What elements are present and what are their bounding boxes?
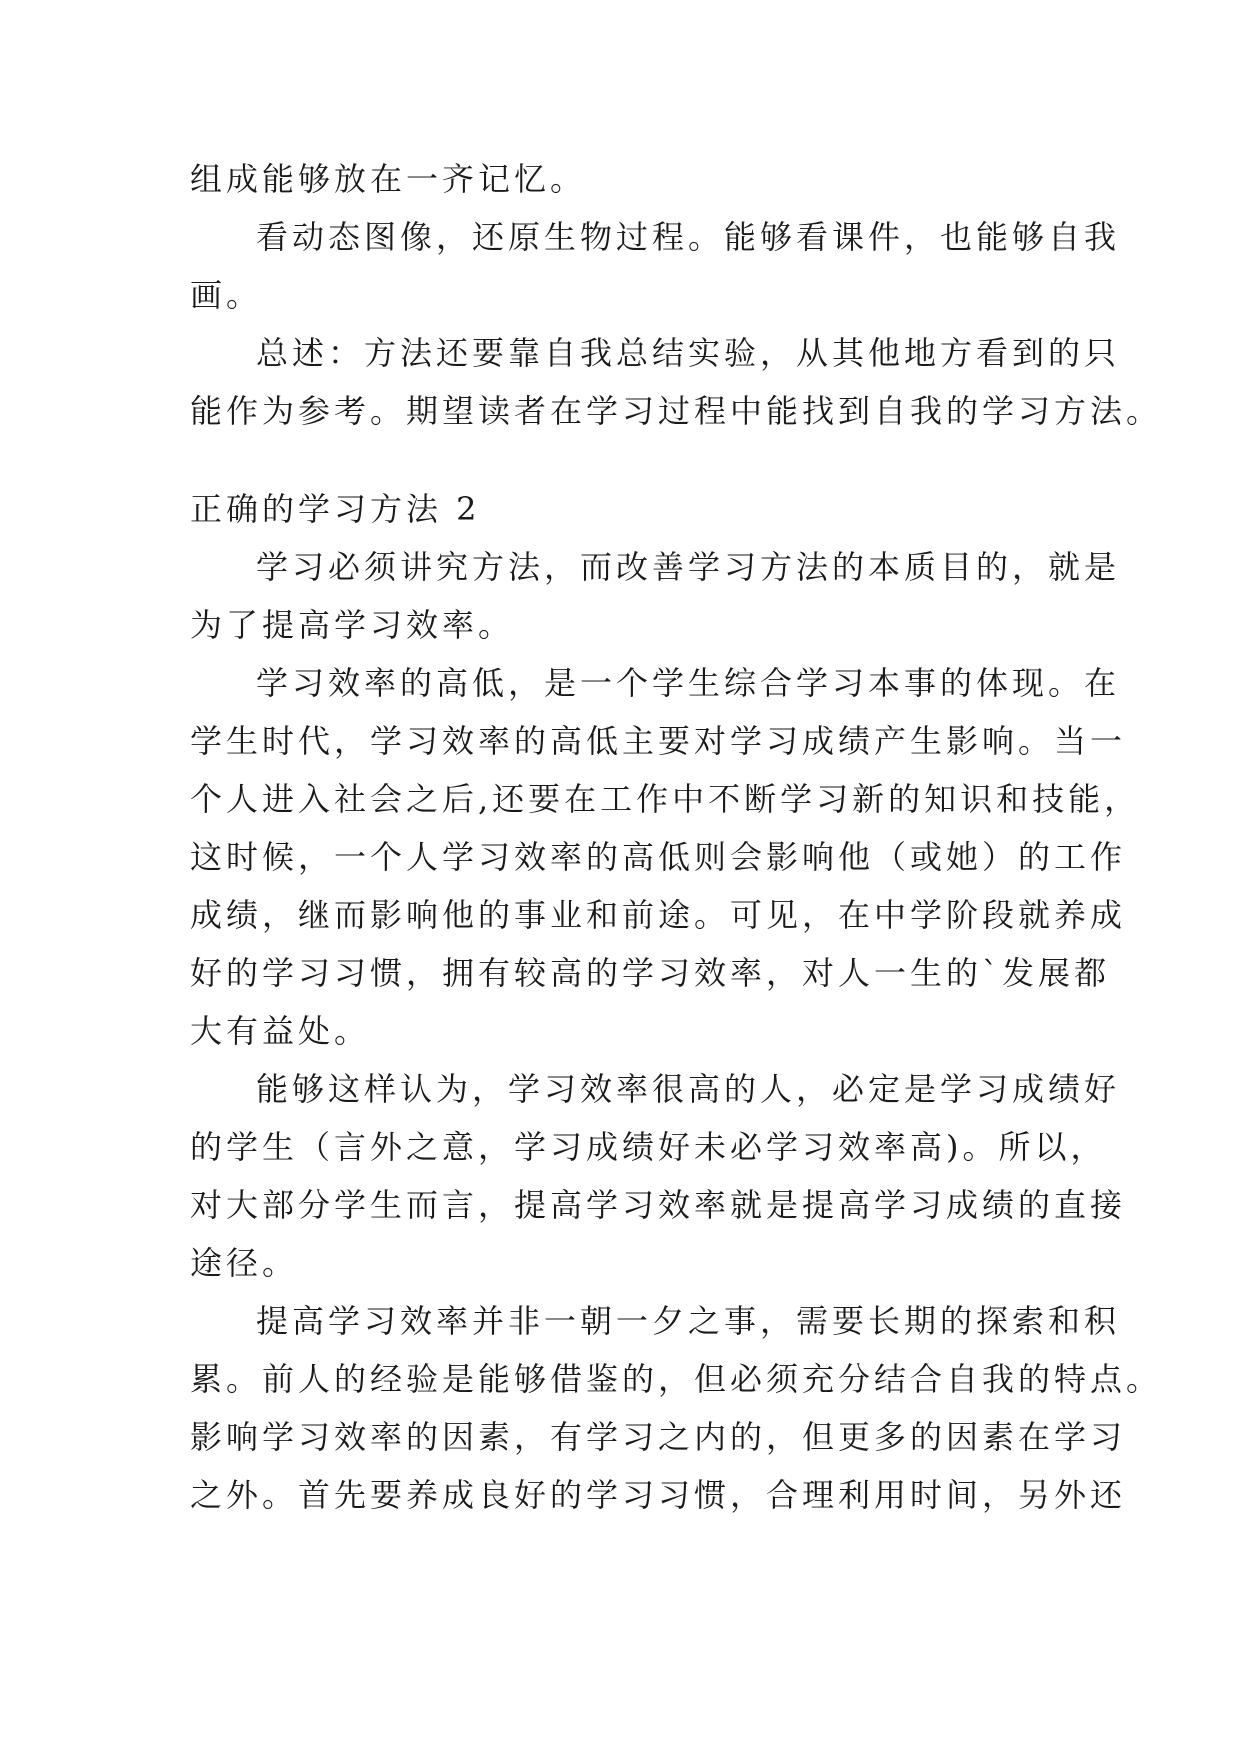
- text-line: 学习必须讲究方法，而改善学习方法的本质目的，就是: [256, 548, 1121, 586]
- paragraph: [190, 150, 1050, 208]
- text-line: 总述：方法还要靠自我总结实验，从其他地方看到的只: [256, 334, 1121, 372]
- text-line: 提高学习效率并非一朝一夕之事，需要长期的探索和积: [256, 1302, 1121, 1340]
- text-line: 学生时代，学习效率的高低主要对学习成绩产生影响。当一: [190, 722, 1127, 760]
- text-line: 对大部分学生而言，提高学习效率就是提高学习成绩的直接: [190, 1186, 1127, 1224]
- paragraph: [190, 654, 1141, 1060]
- text-line: 这时候，一个人学习效率的高低则会影响他（或她）的工作: [190, 838, 1127, 876]
- paragraph: [190, 324, 1163, 440]
- text-line: 能作为参考。期望读者在学习过程中能找到自我的学习方法。: [190, 392, 1163, 430]
- paragraph: [190, 1060, 1127, 1292]
- text-line: 成绩，继而影响他的事业和前途。可见，在中学阶段就养成: [190, 896, 1127, 934]
- text-line: 为了提高学习效率。: [190, 606, 515, 644]
- paragraph: [190, 208, 1121, 324]
- text-line: 之外。首先要养成良好的学习习惯，合理利用时间，另外还: [190, 1476, 1127, 1514]
- text-line: 影响学习效率的因素，有学习之内的，但更多的因素在学习: [190, 1418, 1127, 1456]
- text-line: 好的学习习惯，拥有较高的学习效率，对人一生的`发展都: [190, 954, 1111, 992]
- paragraph: [190, 538, 1121, 654]
- text-line: 画。: [190, 276, 263, 314]
- text-line: 看动态图像，还原生物过程。能够看课件，也能够自我: [256, 218, 1121, 256]
- text-line: 大有益处。: [190, 1012, 371, 1050]
- section-gap: [190, 440, 1050, 480]
- section-heading: 正确的学习方法 2: [190, 490, 481, 528]
- text-line: 组成能够放在一齐记忆。: [190, 160, 587, 198]
- text-line: 个人进入社会之后,还要在工作中不断学习新的知识和技能，: [190, 780, 1141, 818]
- text-line: 的学生（言外之意，学习成绩好未必学习效率高)。所以，: [190, 1128, 1107, 1166]
- document-body: [190, 150, 1163, 1524]
- text-line: 能够这样认为，学习效率很高的人，必定是学习成绩好: [256, 1070, 1121, 1108]
- paragraph: [190, 1292, 1163, 1524]
- text-line: 学习效率的高低，是一个学生综合学习本事的体现。在: [256, 664, 1121, 702]
- text-line: 累。前人的经验是能够借鉴的，但必须充分结合自我的特点。: [190, 1360, 1163, 1398]
- text-line: 途径。: [190, 1244, 299, 1282]
